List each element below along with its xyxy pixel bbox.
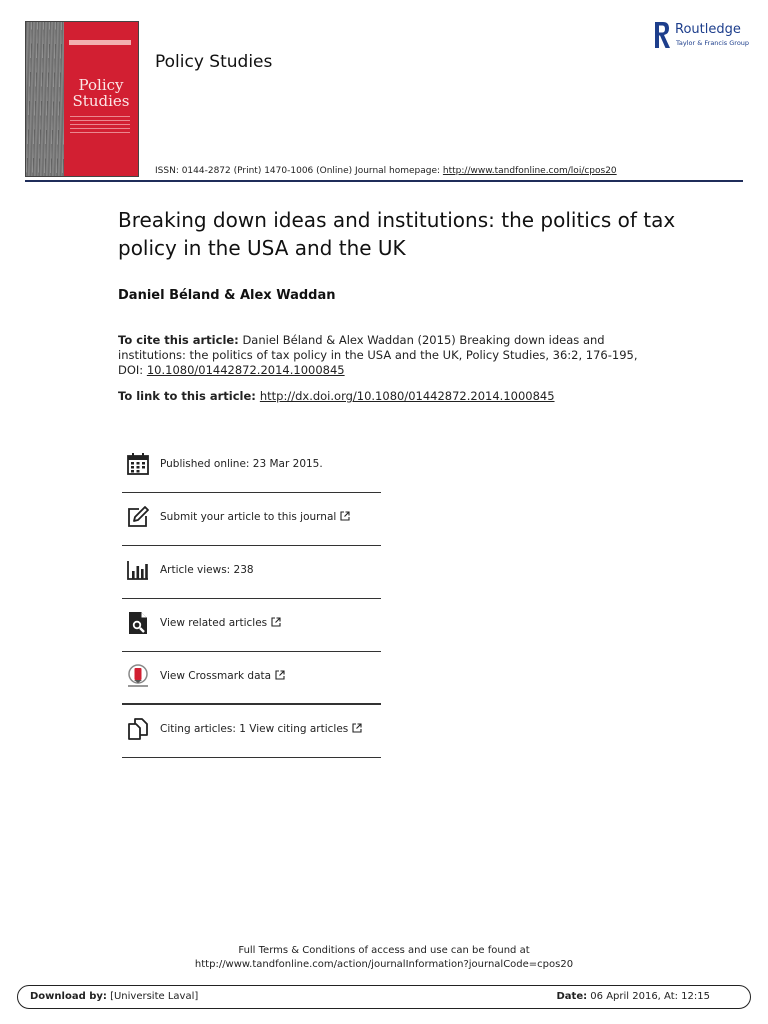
journal-homepage-link[interactable]: http://www.tandfonline.com/loi/cpos20 [442,166,617,176]
article-info-list [122,440,381,758]
bar-chart-icon [126,558,150,582]
edit-icon [126,505,150,529]
journal-name: Policy Studies [155,52,273,72]
terms-notice [0,944,768,972]
cover-top-bar [69,40,131,45]
documents-icon [126,717,150,741]
download-footer [17,985,751,1009]
crossmark-link[interactable]: View Crossmark data [160,670,272,682]
info-item-text: Published online: 23 Mar 2015. [160,458,323,470]
info-item-text [160,617,281,629]
date-label: Date: [556,991,588,1002]
info-item-text [160,723,362,735]
header-divider [25,180,743,182]
search-document-icon [126,611,150,635]
external-link-icon [352,723,362,733]
date-value: 06 April 2016, At: 12:15 [587,991,710,1002]
issn-line [155,166,617,176]
cover-text-lines [70,116,130,136]
publisher-name: Routledge [675,22,741,37]
info-item-text: Article views: 238 [160,564,254,576]
terms-url-link[interactable]: http://www.tandfonline.com/action/journalInformation?journalCode=cpos20 [194,959,574,970]
article-link-block [118,389,555,403]
submit-article-link[interactable]: Submit your article to this journal [160,511,337,523]
info-item-text [160,670,285,682]
cite-text: Daniel Béland & Alex Waddan (2015) Breaking down ideas and institutions: the politics of tax policy in the USA and the UK, Policy Studies, 36:2, 176-195, DOI: [118,333,638,377]
download-info [30,991,198,1002]
info-item-published [122,440,381,493]
publisher-subtitle: Taylor & Francis Group [676,39,750,47]
download-date [556,991,710,1002]
info-item-citing[interactable] [122,705,381,758]
download-value: [Universite Laval] [106,991,199,1002]
external-link-icon [340,511,350,521]
citing-articles-link[interactable]: Citing articles: 1 View citing articles [160,723,349,735]
article-title: Breaking down ideas and institutions: the politics of tax policy in the USA and the UK [118,208,676,260]
calendar-icon [126,452,150,476]
info-item-submit[interactable] [122,493,381,546]
cite-doi-link[interactable]: 10.1080/01442872.2014.1000845 [146,363,345,377]
info-item-text [160,511,350,523]
cite-label: To cite this article: [118,333,239,347]
external-link-icon [271,617,281,627]
cover-title: Policy Studies [72,76,130,110]
link-label: To link to this article: [118,389,256,403]
info-item-related[interactable] [122,599,381,652]
download-label: Download by: [30,991,107,1002]
article-authors: Daniel Béland & Alex Waddan [118,288,336,303]
terms-line: Full Terms & Conditions of access and use can be found at [238,945,530,956]
citation-block [118,333,648,378]
cover-red-panel [64,22,138,176]
external-link-icon [275,670,285,680]
crossmark-icon [126,664,150,688]
info-item-crossmark[interactable] [122,652,381,705]
routledge-r-icon [653,20,671,50]
journal-cover-image [25,21,139,177]
info-item-views [122,546,381,599]
related-articles-link[interactable]: View related articles [160,617,268,629]
article-doi-link[interactable]: http://dx.doi.org/10.1080/01442872.2014.1000845 [259,389,555,403]
issn-text: ISSN: 0144-2872 (Print) 1470-1006 (Online) Journal homepage: [155,166,443,176]
